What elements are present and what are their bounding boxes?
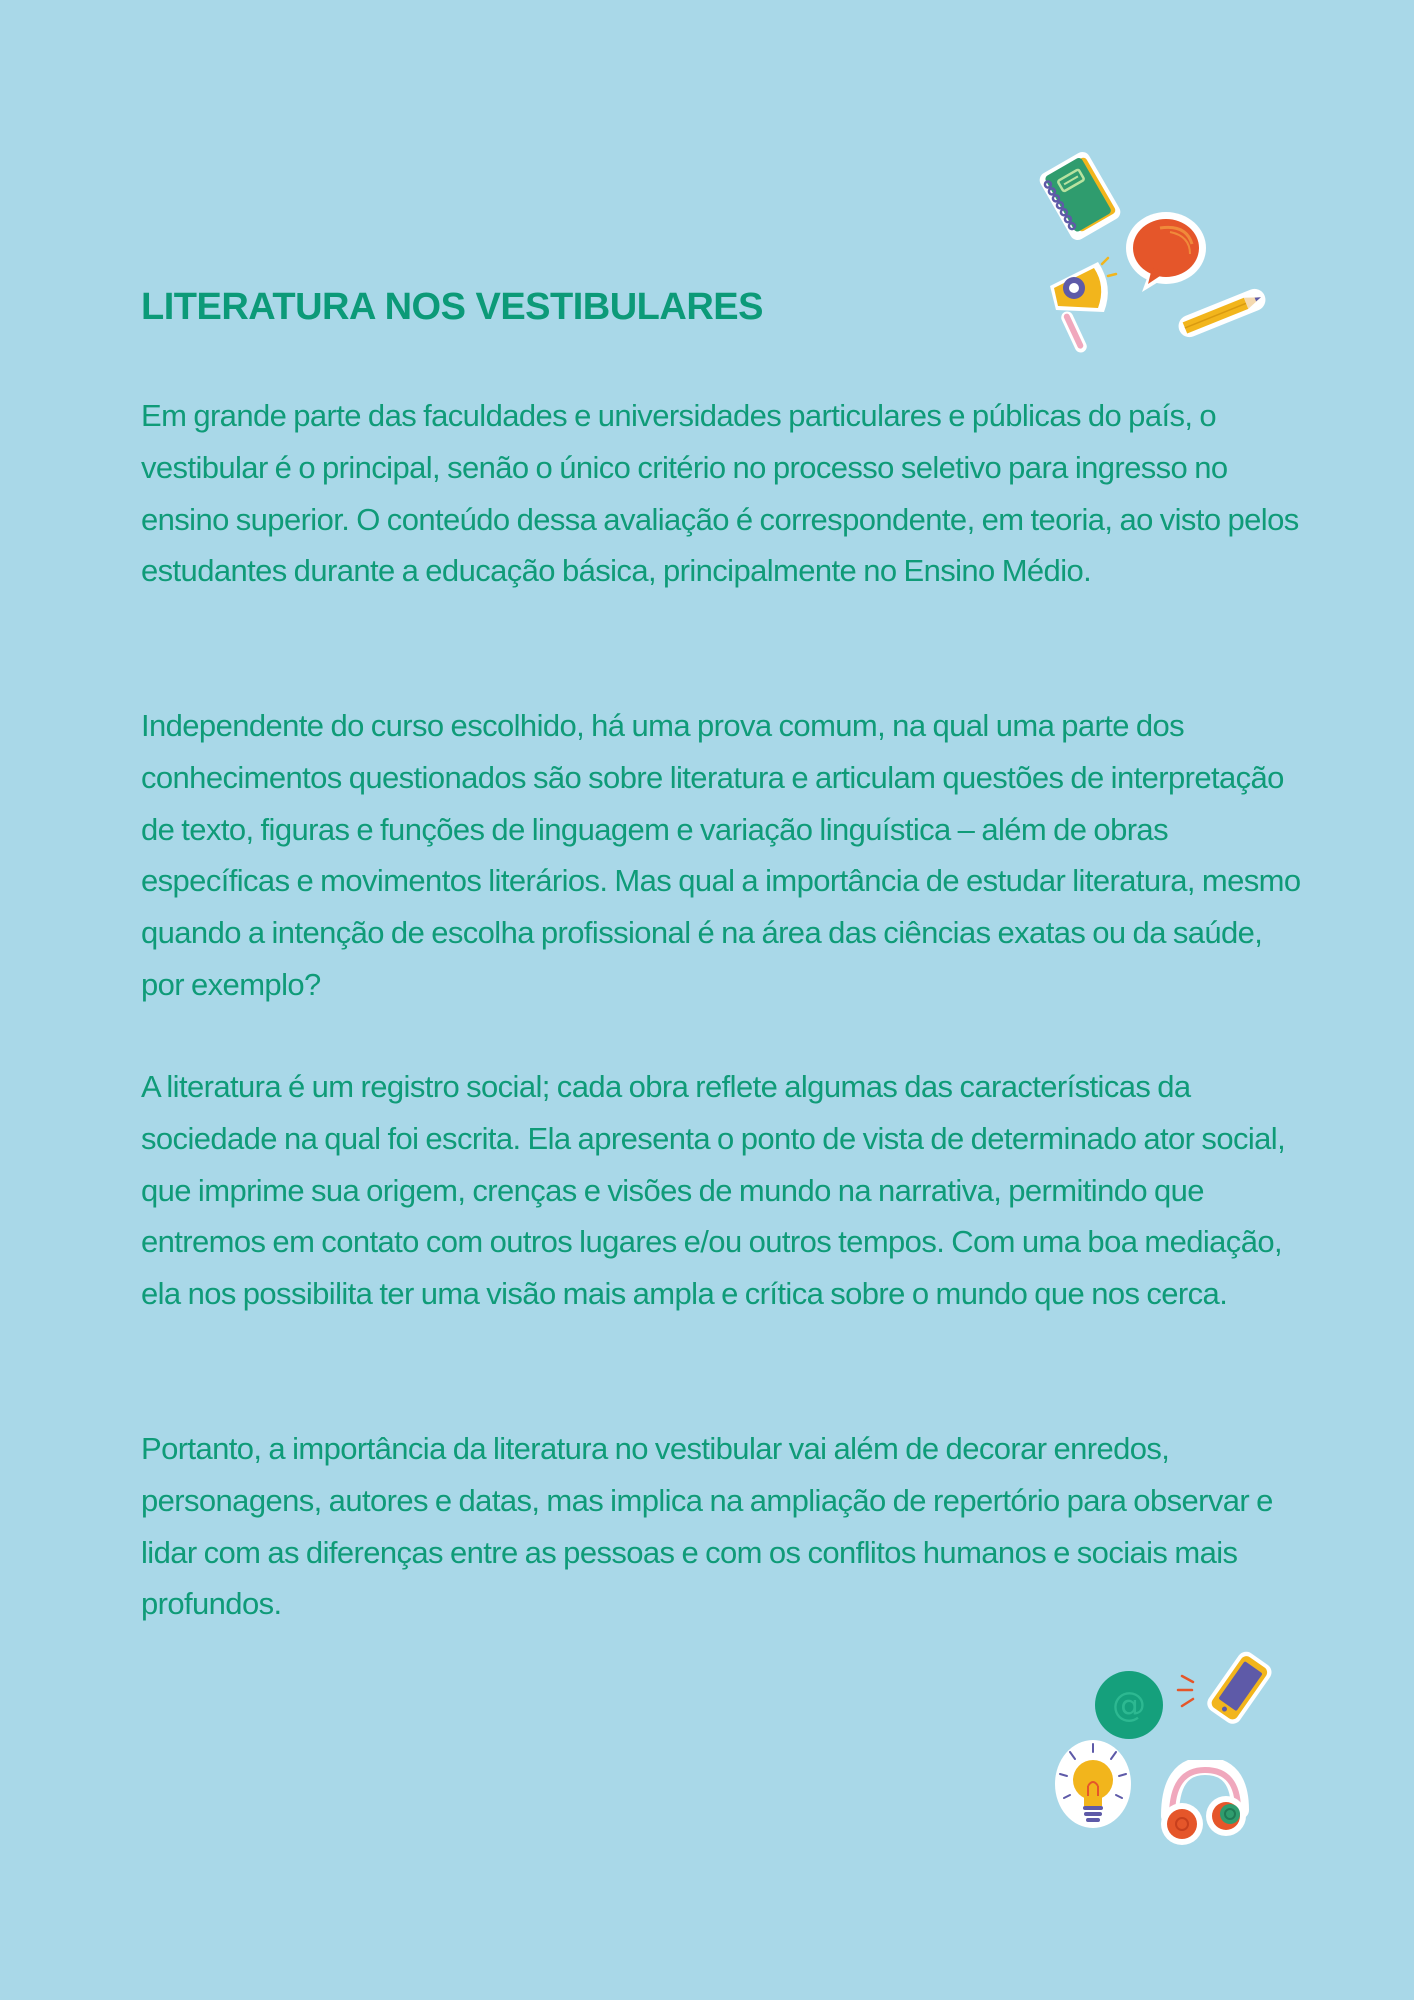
smartphone-icon bbox=[1176, 1648, 1276, 1728]
headphones-icon bbox=[1160, 1760, 1250, 1848]
svg-text:@: @ bbox=[1112, 1685, 1146, 1725]
paragraph-1: Em grande parte das faculdades e universidades particulares e públicas do país, o vestibular é o principal, senão o único critério no processo seletivo para ingresso no ensino superior. O conteúdo dessa avaliação é correspondente, em teoria, ao visto pelos estudantes durante a educação básica, principalmente no Ensino Médio. bbox=[141, 398, 1299, 589]
pencil-icon bbox=[1172, 282, 1272, 344]
megaphone-icon bbox=[1038, 256, 1118, 356]
paragraph-3: A literatura é um registro social; cada obra reflete algumas das características da sociedade na qual foi escrita. Ela apresenta o ponto de vista de determinado ator social, que imprime sua origem, crenças e visões de mundo na narrativa, permitindo que entremos em contato com outros lugares e/ou outros tempos. Com uma boa mediação, ela nos possibilita ter uma visão mais ampla e crítica sobre o mundo que nos cerca. bbox=[141, 1069, 1286, 1312]
paragraph-2: Independente do curso escolhido, há uma prova comum, na qual uma parte dos conhecimentos questionados são sobre literatura e articulam questões de interpretação de texto, figuras e funções de linguagem e variação linguística – além de obras específicas e movimentos literários. Mas qual a importância de estudar literatura, mesmo quando a intenção de escolha profissional é na área das ciências exatas ou da saúde, por exemplo? bbox=[141, 708, 1301, 1002]
notebook-icon bbox=[1032, 148, 1128, 244]
at-sign-icon bbox=[1094, 1670, 1164, 1740]
page-title: LITERATURA NOS VESTIBULARES bbox=[141, 286, 763, 328]
lightbulb-icon bbox=[1052, 1738, 1134, 1832]
paragraph-4: Portanto, a importância da literatura no vestibular vai além de decorar enredos, personagens, autores e datas, mas implica na ampliação de repertório para observar e lidar com as diferenças entre as pessoas e com os conflitos humanos e sociais mais profundos. bbox=[141, 1431, 1273, 1622]
